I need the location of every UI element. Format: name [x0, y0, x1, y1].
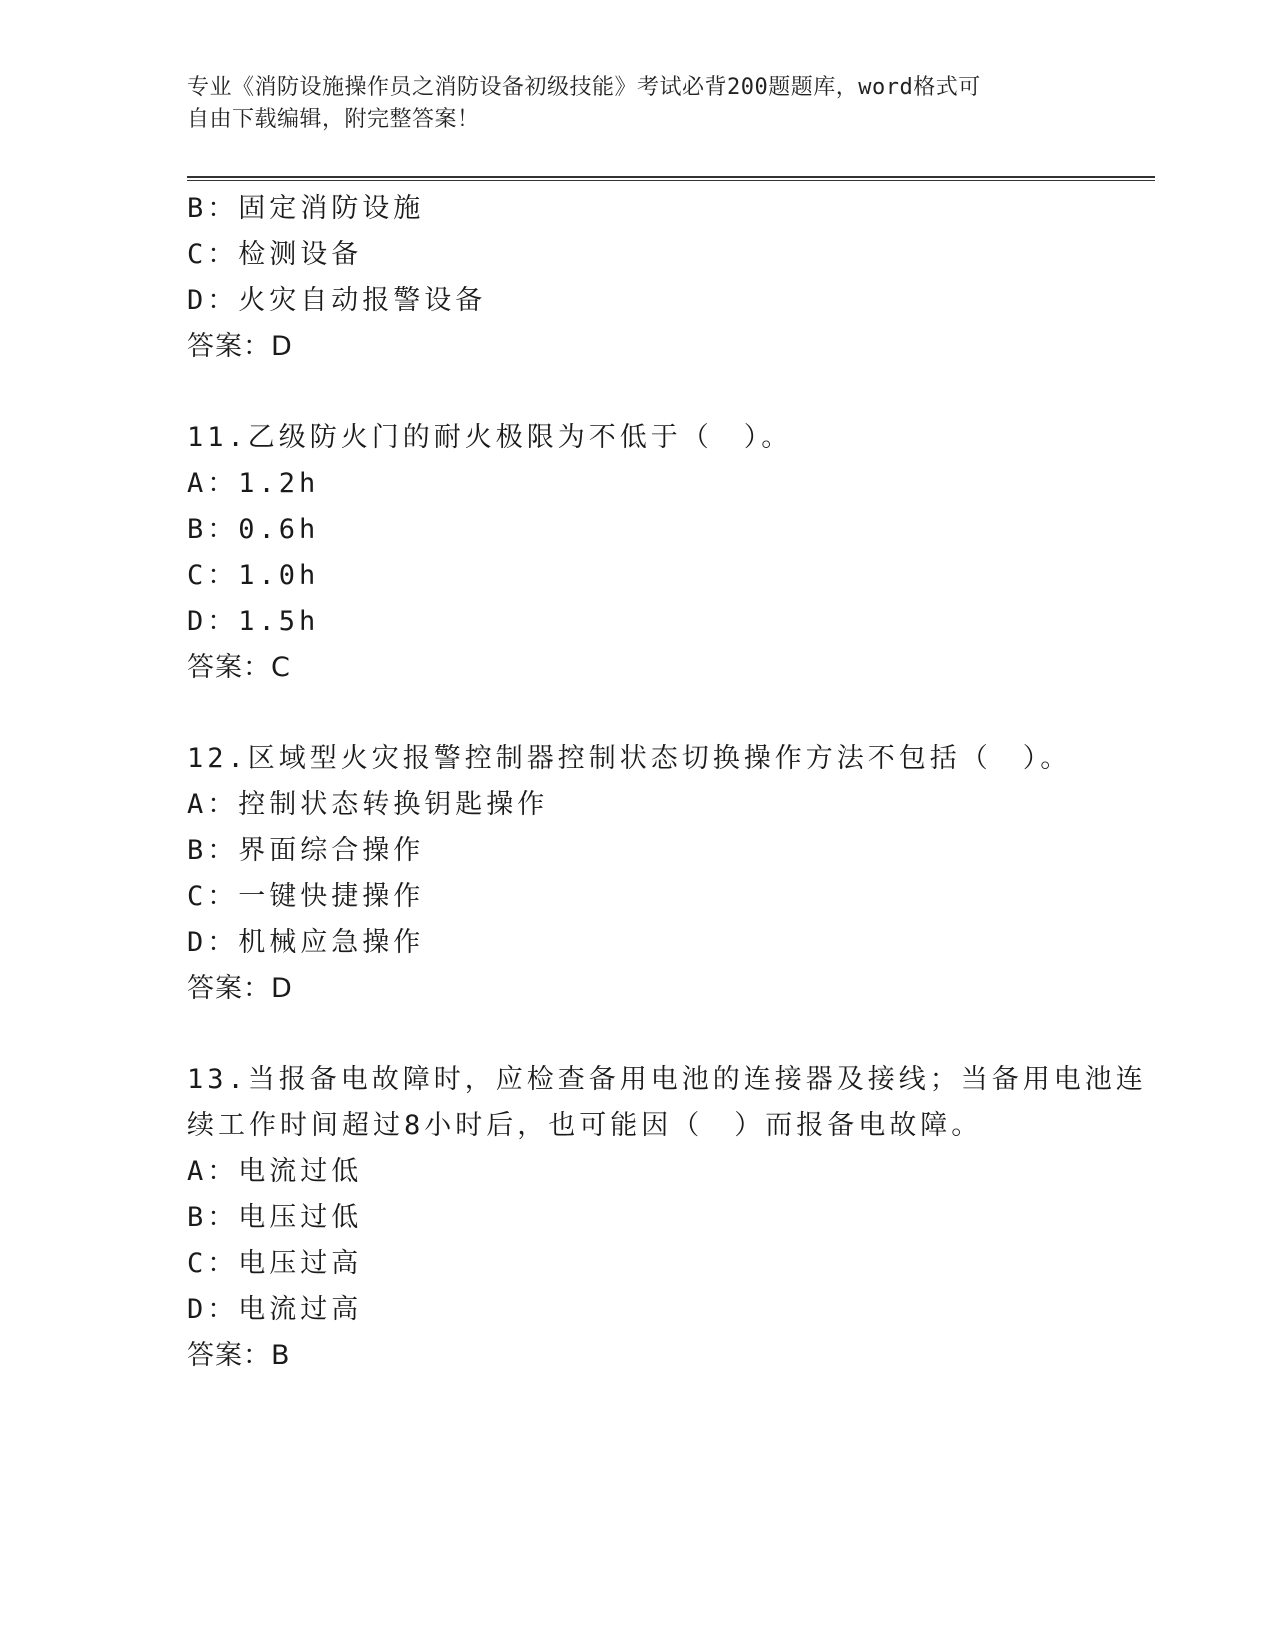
option-c: C：检测设备 — [187, 239, 363, 270]
option-c: C：一键快捷操作 — [187, 881, 425, 912]
answer-label: 答案：D — [187, 331, 293, 362]
option-d: D：电流过高 — [187, 1294, 363, 1325]
option-b: B：界面综合操作 — [187, 835, 425, 866]
question-content — [187, 186, 1147, 1379]
option-b: B：电压过低 — [187, 1202, 363, 1233]
question-stem: 11.乙级防火门的耐火极限为不低于（ ）。 — [187, 422, 793, 453]
question-11 — [187, 415, 1087, 691]
option-d: D：1.5h — [187, 606, 320, 637]
spacer — [187, 1012, 1087, 1057]
question-13 — [187, 1057, 1147, 1379]
option-a: A：1.2h — [187, 468, 320, 499]
option-d: D：火灾自动报警设备 — [187, 285, 487, 316]
option-c: C：电压过高 — [187, 1248, 363, 1279]
spacer — [187, 691, 1087, 736]
previous-question-tail — [187, 186, 1087, 370]
question-12 — [187, 736, 1087, 1012]
option-b: B：固定消防设施 — [187, 193, 425, 224]
option-b: B：0.6h — [187, 514, 320, 545]
header-title-line-2: 自由下载编辑，附完整答案！ — [187, 107, 480, 132]
document-header — [187, 72, 1067, 136]
question-stem-line-2: 续工作时间超过8小时后，也可能因（ ）而报备电故障。 — [187, 1110, 983, 1141]
question-stem: 12.区域型火灾报警控制器控制状态切换操作方法不包括（ ）。 — [187, 743, 1072, 774]
header-divider — [187, 176, 1155, 181]
option-a: A：电流过低 — [187, 1156, 363, 1187]
answer-label: 答案：D — [187, 973, 293, 1004]
option-d: D：机械应急操作 — [187, 927, 425, 958]
answer-label: 答案：C — [187, 652, 291, 683]
header-title-line-1: 专业《消防设施操作员之消防设备初级技能》考试必背200题题库，word格式可 — [187, 75, 981, 100]
answer-label: 答案：B — [187, 1340, 291, 1371]
option-a: A：控制状态转换钥匙操作 — [187, 789, 549, 820]
question-stem-line-1: 13.当报备电故障时，应检查备用电池的连接器及接线；当备用电池连 — [187, 1064, 1147, 1095]
option-c: C：1.0h — [187, 560, 320, 591]
spacer — [187, 370, 1087, 415]
